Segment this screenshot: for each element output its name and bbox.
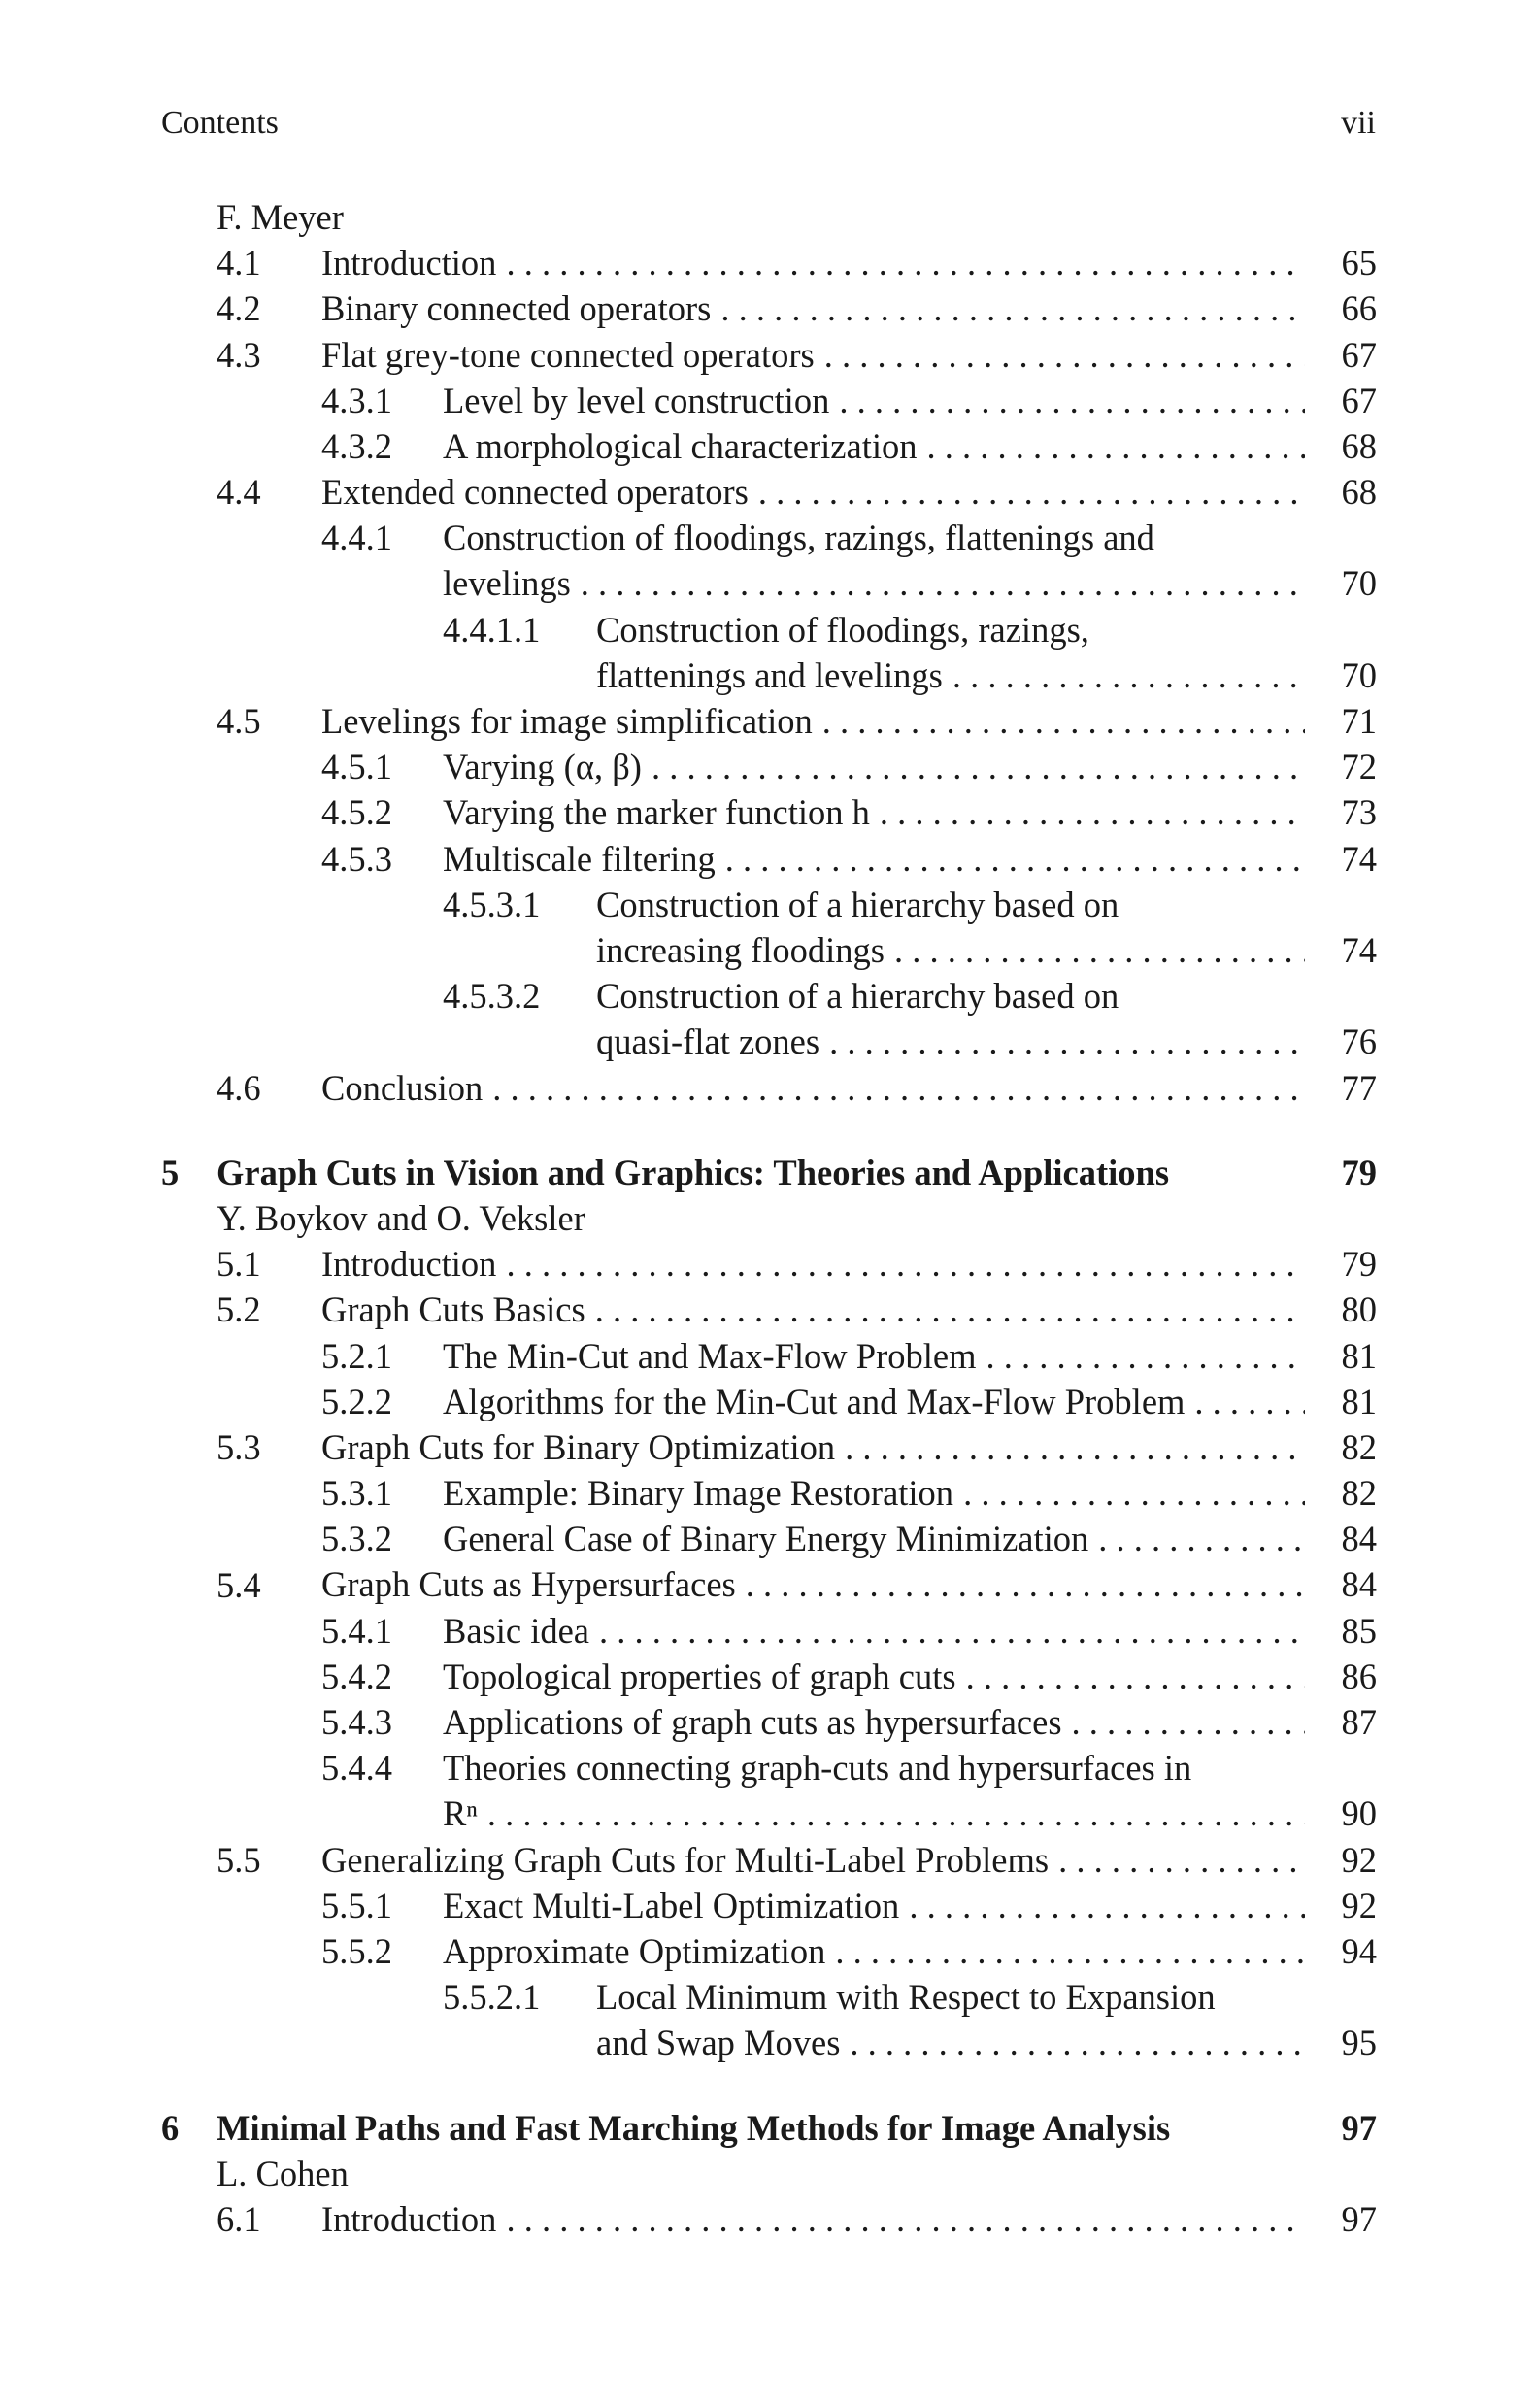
leader-dots bbox=[487, 1790, 1305, 1836]
leader-dots bbox=[829, 1019, 1305, 1064]
toc-entry[interactable] bbox=[161, 1424, 1377, 1470]
page-number: 67 bbox=[1341, 380, 1377, 420]
toc-entry[interactable] bbox=[161, 744, 1377, 789]
section-title: Construction of a hierarchy based on bbox=[596, 976, 1119, 1017]
section-number: 5.5 bbox=[217, 1839, 261, 1880]
section-number: 4.5 bbox=[217, 701, 261, 742]
toc-entry[interactable] bbox=[161, 515, 1377, 606]
page-number: 86 bbox=[1341, 1656, 1377, 1696]
page-number: 72 bbox=[1341, 747, 1377, 787]
section-title: and Swap Moves bbox=[596, 2023, 841, 2063]
section-number: 4.5.1 bbox=[321, 747, 392, 787]
section-title: Approximate Optimization bbox=[443, 1931, 826, 1971]
section-number: 5.5.1 bbox=[321, 1885, 392, 1925]
section-number: 4.5.3.1 bbox=[443, 884, 541, 924]
section-title: Varying the marker function h bbox=[443, 792, 870, 833]
chapter-title: Graph Cuts in Vision and Graphics: Theories and Applications bbox=[217, 1152, 1170, 1192]
leader-dots bbox=[1058, 1837, 1305, 1883]
section-number: 5.3.1 bbox=[321, 1473, 392, 1514]
leader-dots bbox=[581, 560, 1305, 606]
running-header-page-number: vii bbox=[1341, 105, 1376, 141]
page-number: 82 bbox=[1341, 1426, 1377, 1467]
toc-entry[interactable] bbox=[161, 1745, 1377, 1836]
leader-dots bbox=[986, 1333, 1305, 1379]
section-title: Construction of floodings, razings, bbox=[596, 609, 1089, 650]
section-number: 4.3 bbox=[217, 334, 261, 375]
page-number: 70 bbox=[1341, 654, 1377, 695]
page-number: 81 bbox=[1341, 1381, 1377, 1421]
leader-dots bbox=[824, 332, 1305, 378]
leader-dots bbox=[599, 1608, 1305, 1654]
leader-dots bbox=[506, 240, 1305, 285]
section-number: 5.2.2 bbox=[321, 1381, 392, 1421]
toc-entry[interactable] bbox=[161, 698, 1377, 744]
page-number: 73 bbox=[1341, 792, 1377, 833]
running-header-title: Contents bbox=[161, 105, 279, 141]
page-number: 66 bbox=[1341, 288, 1377, 329]
page-number: 80 bbox=[1341, 1289, 1377, 1330]
page-number: 71 bbox=[1341, 701, 1377, 742]
toc-entry[interactable] bbox=[161, 1974, 1377, 2065]
section-title: Levelings for image simplification bbox=[321, 701, 813, 742]
section-title: Generalizing Graph Cuts for Multi-Label Problems bbox=[321, 1839, 1050, 1880]
section-number: 4.4.1.1 bbox=[443, 609, 541, 650]
toc-entry[interactable] bbox=[161, 973, 1377, 1064]
section-title: increasing floodings bbox=[596, 930, 885, 971]
toc-entry[interactable] bbox=[161, 1470, 1377, 1516]
page-number: 97 bbox=[1341, 2198, 1377, 2239]
section-title: Level by level construction bbox=[443, 380, 830, 420]
page-number: 84 bbox=[1341, 1519, 1377, 1559]
section-title: Theories connecting graph-cuts and hypersurfaces in bbox=[443, 1748, 1192, 1789]
toc-entry[interactable] bbox=[161, 423, 1377, 469]
toc-entry[interactable] bbox=[161, 1654, 1377, 1699]
leader-dots bbox=[927, 423, 1306, 469]
toc-entry[interactable] bbox=[161, 836, 1377, 882]
author-name: L. Cohen bbox=[217, 2153, 349, 2193]
toc-entry[interactable] bbox=[161, 607, 1377, 698]
toc-entry[interactable] bbox=[161, 1883, 1377, 1928]
page-number: 95 bbox=[1341, 2023, 1377, 2063]
page-number: 84 bbox=[1341, 1564, 1377, 1605]
leader-dots bbox=[850, 2020, 1305, 2065]
toc-entry[interactable] bbox=[161, 1608, 1377, 1654]
author-name: F. Meyer bbox=[217, 197, 344, 237]
section-title: Exact Multi-Label Optimization bbox=[443, 1885, 900, 1925]
leader-dots bbox=[909, 1883, 1305, 1928]
section-title: Multiscale filtering bbox=[443, 838, 716, 879]
toc-entry[interactable] bbox=[161, 378, 1377, 423]
leader-dots bbox=[506, 2196, 1305, 2242]
section-title: Construction of floodings, razings, flattenings and bbox=[443, 518, 1154, 558]
toc-author bbox=[161, 194, 1377, 240]
page-number: 79 bbox=[1341, 1152, 1377, 1192]
section-number: 5.2.1 bbox=[321, 1335, 392, 1376]
toc-entry[interactable] bbox=[161, 1333, 1377, 1379]
leader-dots bbox=[1072, 1699, 1305, 1745]
page-number: 94 bbox=[1341, 1931, 1377, 1971]
section-title: Rⁿ bbox=[443, 1793, 478, 1834]
toc-entry[interactable] bbox=[161, 882, 1377, 973]
toc-entry[interactable] bbox=[161, 789, 1377, 835]
page-number: 68 bbox=[1341, 472, 1377, 513]
toc-entry[interactable] bbox=[161, 1241, 1377, 1287]
leader-dots bbox=[952, 652, 1305, 698]
toc-entry[interactable] bbox=[161, 1379, 1377, 1424]
section-number: 4.3.1 bbox=[321, 380, 392, 420]
section-title: Example: Binary Image Restoration bbox=[443, 1473, 954, 1514]
section-title: Construction of a hierarchy based on bbox=[596, 884, 1119, 924]
page-number: 81 bbox=[1341, 1335, 1377, 1376]
toc-chapter-entry[interactable] bbox=[161, 2105, 1377, 2151]
leader-dots bbox=[725, 836, 1305, 882]
page-number: 77 bbox=[1341, 1067, 1377, 1108]
section-title: levelings bbox=[443, 563, 571, 604]
toc-entry[interactable] bbox=[161, 1699, 1377, 1745]
page-number: 90 bbox=[1341, 1793, 1377, 1834]
section-title: Graph Cuts for Binary Optimization bbox=[321, 1426, 836, 1467]
leader-dots bbox=[835, 1928, 1305, 1974]
table-of-contents bbox=[161, 194, 1377, 2242]
section-title: Graph Cuts Basics bbox=[321, 1289, 585, 1330]
chapter-spacer bbox=[161, 1111, 1377, 1150]
toc-entry[interactable] bbox=[161, 1065, 1377, 1111]
toc-entry[interactable] bbox=[161, 332, 1377, 378]
page-number: 92 bbox=[1341, 1839, 1377, 1880]
section-number: 4.2 bbox=[217, 288, 261, 329]
chapter-number: 5 bbox=[161, 1152, 180, 1192]
section-number: 5.4.4 bbox=[321, 1748, 392, 1789]
page-number: 92 bbox=[1341, 1885, 1377, 1925]
toc-entry[interactable] bbox=[161, 1516, 1377, 1561]
toc-entry[interactable] bbox=[161, 1562, 1377, 1608]
leader-dots bbox=[963, 1470, 1305, 1516]
page-number: 74 bbox=[1341, 930, 1377, 971]
section-title: Varying (α, β) bbox=[443, 747, 642, 787]
section-title: Topological properties of graph cuts bbox=[443, 1656, 956, 1696]
section-number: 5.4.1 bbox=[321, 1610, 392, 1651]
section-number: 5.4.2 bbox=[321, 1656, 392, 1696]
leader-dots bbox=[746, 1561, 1305, 1607]
section-number: 4.4 bbox=[217, 472, 261, 513]
section-number: 4.5.3.2 bbox=[443, 976, 541, 1017]
leader-dots bbox=[839, 378, 1305, 423]
section-number: 5.3.2 bbox=[321, 1519, 392, 1559]
section-title: flattenings and levelings bbox=[596, 654, 943, 695]
section-number: 5.3 bbox=[217, 1426, 261, 1467]
page-number: 67 bbox=[1341, 334, 1377, 375]
section-title: Binary connected operators bbox=[321, 288, 712, 329]
section-number: 4.3.2 bbox=[321, 425, 392, 466]
section-title: Extended connected operators bbox=[321, 472, 749, 513]
toc-entry[interactable] bbox=[161, 469, 1377, 515]
leader-dots bbox=[1194, 1379, 1305, 1424]
section-number: 5.1 bbox=[217, 1244, 261, 1285]
section-number: 4.5.3 bbox=[321, 838, 392, 879]
leader-dots bbox=[492, 1065, 1305, 1111]
section-title: Local Minimum with Respect to Expansion bbox=[596, 1977, 1216, 2018]
section-number: 5.5.2 bbox=[321, 1931, 392, 1972]
section-title: The Min-Cut and Max-Flow Problem bbox=[443, 1335, 977, 1376]
page-number: 87 bbox=[1341, 1702, 1377, 1743]
leader-dots bbox=[506, 1241, 1305, 1287]
chapter-title: Minimal Paths and Fast Marching Methods for Image Analysis bbox=[217, 2107, 1171, 2148]
page-number: 76 bbox=[1341, 1021, 1377, 1062]
leader-dots bbox=[758, 469, 1305, 515]
section-number: 5.4.3 bbox=[321, 1702, 392, 1743]
section-number: 4.1 bbox=[217, 243, 261, 284]
toc-entry[interactable] bbox=[161, 1928, 1377, 1974]
section-number: 4.6 bbox=[217, 1067, 261, 1108]
leader-dots bbox=[652, 744, 1305, 789]
author-name: Y. Boykov and O. Veksler bbox=[217, 1198, 585, 1238]
section-number: 5.5.2.1 bbox=[443, 1977, 541, 2018]
section-title: Algorithms for the Min-Cut and Max-Flow Problem bbox=[443, 1381, 1186, 1421]
leader-dots bbox=[894, 927, 1305, 973]
toc-chapter-entry[interactable] bbox=[161, 1150, 1377, 1195]
section-title: Graph Cuts as Hypersurfaces bbox=[321, 1564, 736, 1605]
toc-entry[interactable] bbox=[161, 240, 1377, 285]
section-number: 4.5.2 bbox=[321, 792, 392, 833]
page-number: 70 bbox=[1341, 563, 1377, 604]
section-title: A morphological characterization bbox=[443, 425, 918, 466]
section-title: Conclusion bbox=[321, 1067, 484, 1108]
leader-dots bbox=[1098, 1516, 1305, 1561]
toc-author bbox=[161, 1195, 1377, 1241]
section-title: Flat grey-tone connected operators bbox=[321, 334, 815, 375]
leader-dots bbox=[845, 1424, 1305, 1470]
page-number: 79 bbox=[1341, 1244, 1377, 1285]
chapter-number: 6 bbox=[161, 2107, 180, 2148]
chapter-spacer bbox=[161, 2066, 1377, 2105]
section-title: Introduction bbox=[321, 2198, 497, 2239]
toc-entry[interactable] bbox=[161, 285, 1377, 331]
leader-dots bbox=[822, 698, 1305, 744]
page-number: 65 bbox=[1341, 243, 1377, 284]
leader-dots bbox=[880, 789, 1305, 835]
toc-entry[interactable] bbox=[161, 1287, 1377, 1332]
leader-dots bbox=[595, 1287, 1305, 1332]
page-number: 74 bbox=[1341, 838, 1377, 879]
section-title: Introduction bbox=[321, 243, 497, 284]
toc-entry[interactable] bbox=[161, 2196, 1377, 2242]
page-number: 68 bbox=[1341, 425, 1377, 466]
page-number: 85 bbox=[1341, 1610, 1377, 1651]
section-title: Basic idea bbox=[443, 1610, 590, 1651]
section-number: 5.4 bbox=[217, 1564, 261, 1605]
toc-entry[interactable] bbox=[161, 1837, 1377, 1883]
toc-author bbox=[161, 2151, 1377, 2196]
section-number: 5.2 bbox=[217, 1289, 261, 1330]
leader-dots bbox=[720, 285, 1305, 331]
section-title: General Case of Binary Energy Minimization bbox=[443, 1519, 1089, 1559]
page-number: 82 bbox=[1341, 1473, 1377, 1514]
leader-dots bbox=[966, 1654, 1305, 1699]
section-number: 4.4.1 bbox=[321, 518, 392, 558]
section-title: Applications of graph cuts as hypersurfaces bbox=[443, 1702, 1062, 1743]
section-number: 6.1 bbox=[217, 2198, 261, 2239]
page-number: 97 bbox=[1341, 2107, 1377, 2148]
section-title: Introduction bbox=[321, 1244, 497, 1285]
section-title: quasi-flat zones bbox=[596, 1021, 820, 1062]
